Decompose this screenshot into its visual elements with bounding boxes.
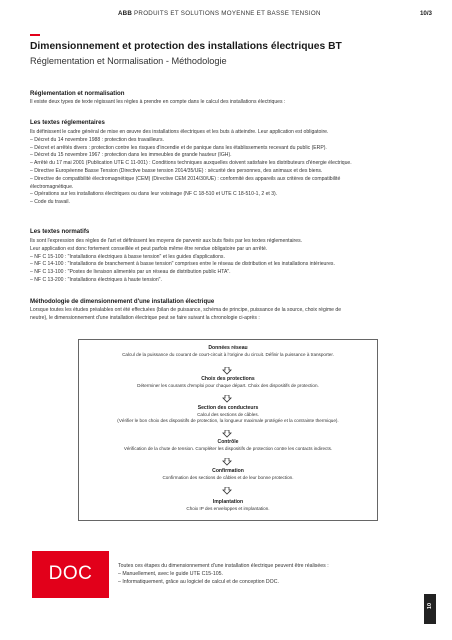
- page-subtitle: Réglementation et Normalisation - Méthodologie: [30, 56, 227, 66]
- list-item: – Informatiquement, grâce au logiciel de calcul et de conception DOC.: [118, 579, 279, 585]
- list-item: – Manuellement, avec le guide UTE C15-105.: [118, 571, 223, 577]
- flow-step-title: Choix des protections: [201, 376, 255, 382]
- list-item: – NF C 15-100 : "Installations électriques à basse tension" et les guides d'applications.: [30, 253, 225, 260]
- page-title: Dimensionnement et protection des installations électriques BT: [30, 41, 342, 52]
- paragraph-line: Il existe deux types de texte régissant les règles à prendre en compte dans le calcul des installations électriques :: [30, 99, 286, 105]
- flow-step-desc: Choix IP des enveloppes et implantation.: [186, 506, 270, 511]
- list-item: Ils définissent le cadre général de mise en œuvre des installations électriques et les buts à atteindre. Leur application est obligatoire.: [30, 129, 329, 135]
- page-header: [0, 10, 452, 22]
- list-item: Leur application est donc fortement conseillée et peut parfois même être rendue obligatoire par un arrêté.: [30, 245, 268, 252]
- paragraph-line: neutre), le dimensionnement d'une installation électrique peut se faire suivant la chronologie ci-après :: [30, 314, 260, 321]
- flow-step-protection-choice: [79, 376, 377, 389]
- page-number: 10/3: [419, 10, 432, 17]
- paragraph-line: Lorsque toutes les études préalables ont été effectuées (bilan de puissance, schéma de principe, puissance de la source, choix régime de: [30, 307, 342, 313]
- chapter-number: 10: [427, 602, 433, 610]
- conclusion-text: [118, 562, 428, 586]
- list-item: – Code du travail.: [30, 199, 70, 206]
- down-arrow-icon: [222, 487, 232, 495]
- flow-step-desc: Confirmation des sections de câbles et de leur bonne protection.: [162, 475, 294, 480]
- section-heading-regulation: Réglementation et normalisation: [30, 90, 125, 97]
- flow-step-confirmation: [79, 468, 377, 481]
- list-item: – Directive Européenne Basse Tension (Directive basse tension 2014/35/UE) : sécurité des personnes, des animaux et des biens.: [30, 167, 323, 174]
- list-item: – NF C 14-100 : "Installations de branchement à basse tension" comprises entre le réseau de distribution et les installations intérieures.: [30, 261, 335, 268]
- list-item: – NF C 13-200 : "Installations électriques à haute tension".: [30, 276, 162, 283]
- flow-step-title: Implantation: [212, 499, 244, 505]
- list-item: – NF C 13-100 : "Postes de livraison alimentés par un réseau de distribution public HTA".: [30, 269, 231, 276]
- section-text-regulation: [30, 99, 430, 107]
- flow-step-control: [79, 439, 377, 452]
- flow-step-desc: (Vérifier le bon choix des dispositifs de protection, la longueur maximale protégée et la contrainte thermique).: [117, 418, 339, 423]
- section-heading-methodology: Méthodologie de dimensionnement d'une installation électrique: [30, 298, 215, 305]
- list-item: – Opérations sur les installations électriques ou dans leur voisinage (NF C 18-510 et UTE C 18-510-1, 2 et 3).: [30, 191, 278, 198]
- flow-step-desc: Calcul de la puissance du courant de court-circuit à l'origine du circuit. Définir la puissance à transporter.: [122, 352, 334, 357]
- methodology-flowchart: [78, 339, 378, 521]
- paragraph-line: Toutes ces étapes du dimensionnement d'une installation électrique peuvent être réalisées :: [118, 563, 329, 569]
- flow-step-title: Contrôle: [217, 439, 239, 445]
- brand-label: ABB: [118, 10, 133, 17]
- normative-texts-list: [30, 238, 430, 285]
- down-arrow-icon: [222, 458, 232, 466]
- flow-step-title: Section des conducteurs: [197, 405, 259, 411]
- header-title: PRODUITS ET SOLUTIONS MOYENNE ET BASSE TENSION: [134, 10, 321, 17]
- flow-step-desc: Vérification de la chute de tension. Compléter les dispositifs de protection contre les contacts indirects.: [123, 446, 333, 451]
- list-item: – Arrêté du 17 mai 2001 (Publication UTE C 11-001) : Conditions techniques auxquelles doivent satisfaire les distributeurs d'énergie électrique.: [30, 160, 352, 167]
- list-item: – Directive de compatibilité électromagnétique (CEM) (Directive CEM 2014/30/UE) : conformité des appareils aux critères de compatibilité: [30, 175, 341, 182]
- down-arrow-icon: [222, 367, 232, 375]
- doc-software-badge: [32, 551, 109, 598]
- list-item: électromagnétique.: [30, 183, 74, 190]
- flow-step-desc: Calcul des sections de câbles.: [197, 412, 259, 417]
- flow-step-title: Données réseau: [208, 345, 248, 351]
- doc-label: DOC: [48, 563, 93, 584]
- flow-step-network-data: [79, 345, 377, 358]
- chapter-side-tab: [424, 594, 436, 624]
- flow-step-conductor-section: [79, 405, 377, 424]
- flow-step-implantation: [79, 499, 377, 512]
- section-heading-regulatory-texts: Les textes réglementaires: [30, 119, 105, 126]
- accent-bar: [30, 34, 40, 36]
- flow-step-desc: Déterminer les courants d'emploi pour chaque départ. Choix des dispositifs de protection.: [137, 383, 319, 388]
- down-arrow-icon: [222, 395, 232, 403]
- flow-step-title: Confirmation: [212, 468, 244, 474]
- list-item: – Décret du 15 novembre 1967 : protection dans les immeubles de grande hauteur (IGH).: [30, 152, 232, 159]
- section-heading-normative-texts: Les textes normatifs: [30, 228, 90, 235]
- methodology-intro: [30, 307, 430, 323]
- list-item: – Décret du 14 novembre 1988 : protection des travailleurs.: [30, 136, 164, 143]
- down-arrow-icon: [222, 430, 232, 438]
- regulatory-texts-list: [30, 129, 430, 207]
- list-item: – Décret et arrêtés divers : protection contre les risques d'incendie et de panique dans les établissements recevant du public (ERP).: [30, 144, 327, 151]
- list-item: Ils sont l'expression des règles de l'art et définissent les moyens de parvenir aux buts fixés par les textes réglementaires.: [30, 238, 303, 244]
